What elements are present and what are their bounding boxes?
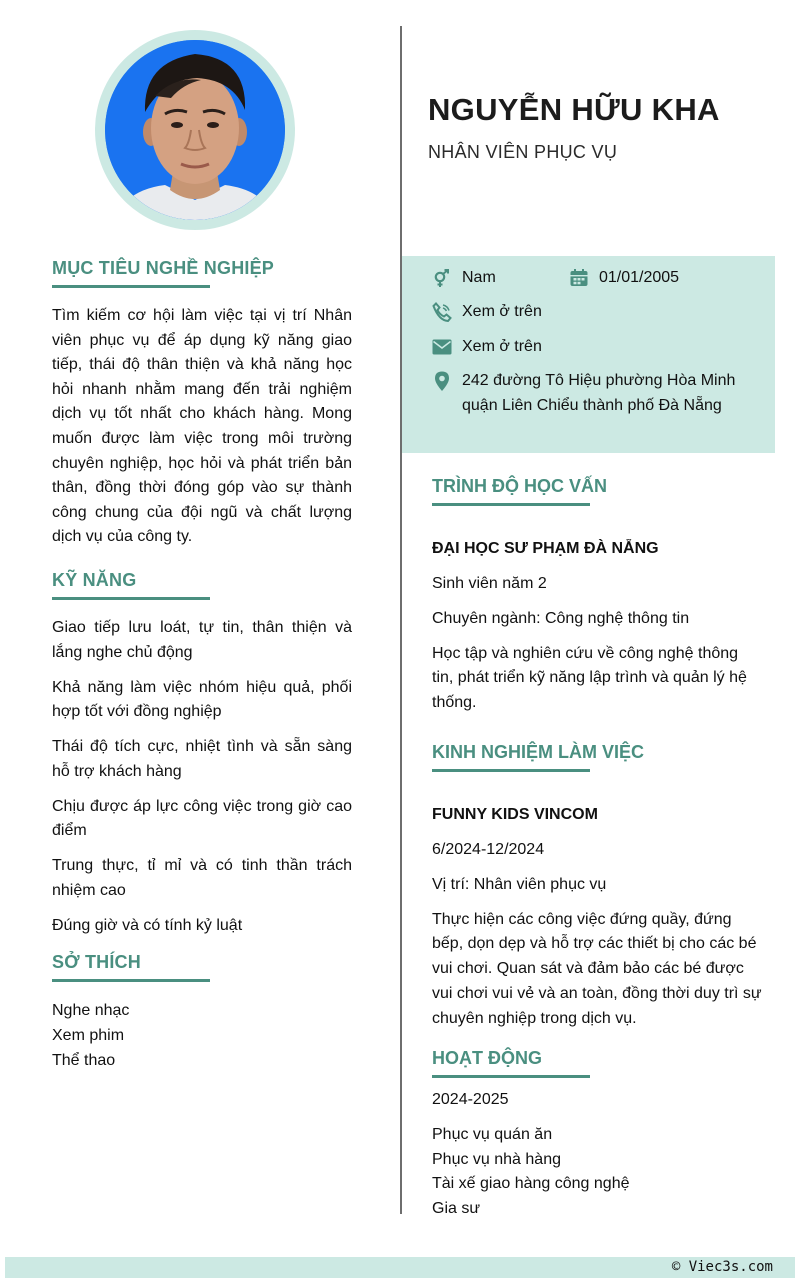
skills-section <box>52 570 352 949</box>
footer-bar <box>5 1257 795 1278</box>
experience-underline <box>432 769 590 772</box>
activity-item: Tài xế giao hàng công nghệ <box>432 1175 630 1193</box>
objective-underline <box>52 285 210 288</box>
activities-title: HOẠT ĐỘNG <box>432 1048 542 1068</box>
skills-underline <box>52 597 210 600</box>
email-row <box>432 335 542 360</box>
job-title: NHÂN VIÊN PHỤC VỤ <box>428 142 618 162</box>
activities-underline <box>432 1075 590 1078</box>
avatar-ring <box>95 30 295 230</box>
birthday-row <box>569 266 679 291</box>
education-underline <box>432 503 590 506</box>
experience-title: KINH NGHIỆM LÀM VIỆC <box>432 742 645 762</box>
company-name: FUNNY KIDS VINCOM <box>432 806 598 823</box>
education-title: TRÌNH ĐỘ HỌC VẤN <box>432 476 607 496</box>
experience-position: Vị trí: Nhân viên phục vụ <box>432 875 607 893</box>
activity-item: Phục vụ nhà hàng <box>432 1150 561 1168</box>
gender-row <box>432 266 496 291</box>
column-divider <box>400 26 402 1214</box>
skill-item: Thái độ tích cực, nhiệt tình và sẵn sàng hỗ trợ khách hàng <box>52 738 352 780</box>
avatar <box>105 40 285 220</box>
activity-item: Phục vụ quán ăn <box>432 1125 553 1143</box>
experience-description: Thực hiện các công việc đứng quầy, đứng bếp, dọn dẹp và hỗ trợ các thiết bị cho các bé vui chơi. Quan sát và đảm bảo các bé được vui chơi vui vẻ và an toàn, đồng thời duy trì sự chuyên nghiệp trong dịch vụ. <box>432 910 762 1027</box>
activities-section <box>432 1048 762 1222</box>
gender-value: Nam <box>462 269 496 286</box>
skill-item: Khả năng làm việc nhóm hiệu quả, phối hợp tốt với đồng nghiệp <box>52 678 352 721</box>
address-row <box>432 369 742 419</box>
calendar-icon <box>569 268 589 288</box>
location-pin-icon <box>432 371 452 391</box>
skills-title: KỸ NĂNG <box>52 570 137 590</box>
education-section <box>432 476 762 716</box>
birthday-value: 01/01/2005 <box>599 269 680 286</box>
hobby-item: Thể thao <box>52 1052 116 1069</box>
contact-panel <box>402 256 775 453</box>
experience-section <box>432 742 762 1032</box>
experience-period: 6/2024-12/2024 <box>432 841 545 858</box>
phone-value: Xem ở trên <box>462 303 542 320</box>
objective-section <box>52 258 352 550</box>
hobbies-section <box>52 952 352 1073</box>
phone-row <box>432 300 542 325</box>
objective-title: MỤC TIÊU NGHỀ NGHIỆP <box>52 258 275 278</box>
phone-icon <box>432 302 452 322</box>
footer-copyright[interactable]: © Viec3s.com <box>671 1259 773 1275</box>
objective-text: Tìm kiếm cơ hội làm việc tại vị trí Nhân viên phục vụ để áp dụng kỹ năng giao tiếp, thái độ thân thiện và khả năng học hỏi nhanh nhằm mang đến trải nghiệm dịch vụ tốt nhất cho khách hàng. Mong muốn được làm việc trong môi trường chuyên nghiệp, học hỏi và phát triển bản thân, đồng thời đóng góp vào sự thành công chung của đội ngũ và chất lượng dịch vụ của công ty. <box>52 307 352 546</box>
hobbies-title: SỞ THÍCH <box>52 952 141 972</box>
education-major: Chuyên ngành: Công nghệ thông tin <box>432 609 690 627</box>
email-icon <box>432 337 452 357</box>
hobby-item: Xem phim <box>52 1027 125 1044</box>
avatar-photo <box>105 40 285 220</box>
email-value: Xem ở trên <box>462 338 542 355</box>
full-name: NGUYỄN HỮU KHA <box>428 92 720 127</box>
skill-item: Chịu được áp lực công việc trong giờ cao điểm <box>52 797 352 840</box>
hobbies-underline <box>52 979 210 982</box>
school-name: ĐẠI HỌC SƯ PHẠM ĐÀ NẴNG <box>432 540 659 557</box>
skill-item: Giao tiếp lưu loát, tự tin, thân thiện và lắng nghe chủ động <box>52 619 352 661</box>
hobby-item: Nghe nhạc <box>52 1002 130 1019</box>
skill-item: Trung thực, tỉ mỉ và có tinh thần trách nhiệm cao <box>52 857 352 899</box>
activities-period: 2024-2025 <box>432 1091 509 1108</box>
activity-item: Gia sư <box>432 1200 481 1218</box>
skill-item: Đúng giờ và có tính kỷ luật <box>52 916 243 934</box>
education-year: Sinh viên năm 2 <box>432 575 547 592</box>
education-description: Học tập và nghiên cứu về công nghệ thông tin, phát triển kỹ năng lập trình và quản lý hệ thống. <box>432 644 747 712</box>
gender-icon <box>432 268 452 288</box>
address-value: 242 đường Tô Hiệu phường Hòa Minh quận Liên Chiểu thành phố Đà Nẵng <box>462 372 736 414</box>
